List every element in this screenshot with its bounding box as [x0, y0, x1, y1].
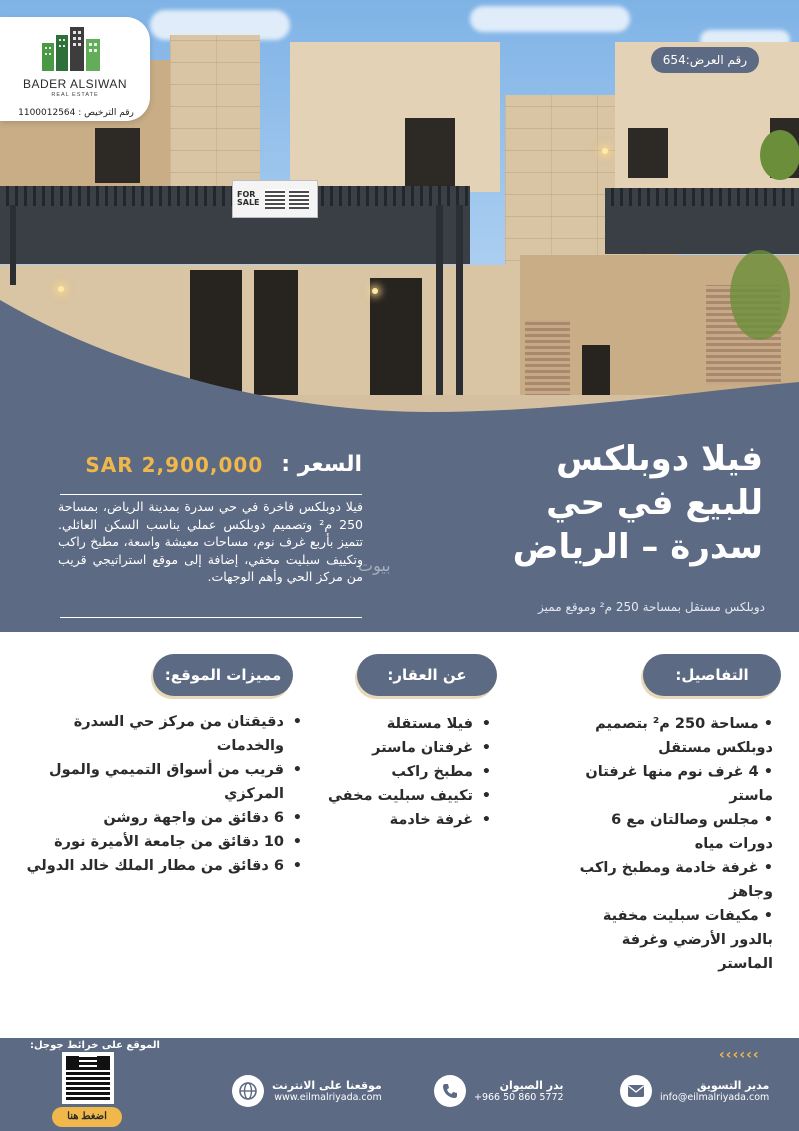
chevron-left-icon: ‹: [746, 1047, 752, 1063]
price-value: SAR 2,900,000: [85, 452, 264, 477]
phone-number[interactable]: +966 50 860 5772: [474, 1092, 564, 1103]
price-row: [36, 452, 362, 477]
website-contact[interactable]: [232, 1074, 382, 1108]
wall-lamp: [372, 288, 378, 294]
chevron-left-icon: ‹: [732, 1047, 739, 1063]
offer-number-badge: رقم العرض:654: [651, 47, 759, 73]
section-pill-details: التفاصيل:: [643, 654, 781, 696]
for-sale-sign: [232, 180, 318, 218]
tree-foliage: [760, 130, 799, 180]
phone-contact[interactable]: [434, 1074, 564, 1108]
qr-code-icon: [66, 1056, 110, 1100]
window: [405, 118, 455, 188]
title-line-1: فيلا دوبلكس: [556, 439, 763, 479]
list-item: • غرفتان ماستر: [301, 736, 491, 760]
globe-icon: [232, 1075, 264, 1107]
email-address[interactable]: info@eilmalriyada.com: [660, 1092, 770, 1103]
section-pill-location: مميزات الموقع:: [153, 654, 293, 696]
property-list: [301, 712, 491, 832]
click-here-button[interactable]: اضغط هنا: [52, 1107, 122, 1127]
chevron-left-icon: ‹: [752, 1047, 759, 1063]
qr-code-icon: [289, 189, 309, 209]
listing-title: [433, 437, 763, 569]
list-item: • 6 دقائق من مطار الملك خالد الدولي: [6, 854, 302, 878]
pergola-post: [10, 205, 16, 285]
chevrons-decoration: [719, 1048, 759, 1062]
chevron-left-icon: ‹: [725, 1047, 732, 1063]
pergola: [605, 188, 799, 206]
list-item: • مساحة 250 م² بتصميم دوبلكس مستقل: [595, 716, 773, 756]
price-label: السعر :: [281, 452, 362, 477]
cloud: [470, 6, 630, 32]
building-wall: [290, 42, 500, 192]
details-list: [573, 712, 773, 976]
qr-code-icon: [265, 189, 285, 209]
manager-title: مدير التسويق: [696, 1079, 770, 1092]
email-contact[interactable]: [620, 1074, 769, 1108]
wall-lamp: [602, 148, 608, 154]
chevron-left-icon: ‹: [719, 1047, 725, 1063]
list-item: • تكييف سبليت مخفي: [301, 784, 491, 808]
list-item: • مكيفات سبليت مخفية بالدور الأرضي وغرفة الماستر: [602, 908, 773, 972]
for-sale-sign-text: FOR SALE: [237, 190, 260, 207]
window: [628, 128, 668, 178]
chevron-left-icon: ‹: [739, 1047, 746, 1063]
list-item: • مطبخ راكب: [301, 760, 491, 784]
list-item: • 4 غرف نوم منها غرفتان ماستر: [585, 764, 773, 804]
listing-description: فيلا دوبلكس فاخرة في حي سدرة بمدينة الرياض، بمساحة 250 م² وتصميم دوبلكس عملي يناسب السكن العائلي. تتميز بأربع غرف نوم، مساحات معيشة واسعة، مطبخ راكب وتكييف سبليت مخفي، إضافة إلى موقع استراتيجي قريب من مركز الحي وأهم الوجهات.: [58, 499, 363, 584]
list-item: • فيلا مستقلة: [301, 712, 491, 736]
list-item: • مجلس وصالتان مع 6 دورات مياه: [611, 812, 773, 852]
logo-tagline: REAL ESTATE: [51, 92, 99, 98]
list-item: • دقيقتان من مركز حي السدرة والخدمات: [6, 710, 302, 758]
website-title: موقعنا على الانترنت: [272, 1079, 382, 1092]
title-line-2: للبيع في حي: [546, 483, 763, 523]
google-maps-qr-code[interactable]: [62, 1052, 114, 1104]
list-item: • قريب من أسواق التميمي والمول المركزي: [6, 758, 302, 806]
divider: [60, 617, 362, 618]
list-item: • 10 دقائق من جامعة الأميرة نورة: [6, 830, 302, 854]
divider: [60, 494, 362, 495]
phone-icon: [434, 1075, 466, 1107]
section-pill-property: عن العقار:: [357, 654, 497, 696]
agent-name: بدر الصيوان: [499, 1079, 564, 1092]
logo-card: [0, 17, 150, 121]
logo-name: BADER ALSIWAN: [22, 77, 128, 91]
maps-label: الموقع على خرائط جوجل:: [30, 1040, 160, 1051]
title-line-3: سدرة – الرياض: [512, 527, 763, 567]
website-url[interactable]: www.eilmalriyada.com: [274, 1092, 382, 1103]
pergola-shadow: [605, 206, 799, 254]
building-wall: [170, 35, 260, 195]
list-item: • غرفة خادمة: [301, 808, 491, 832]
license-number: رقم الترخيص : 1100012564: [18, 108, 134, 118]
list-item: • 6 دقائق من واجهة روشن: [6, 806, 302, 830]
wall-lamp: [58, 286, 64, 292]
watermark: بيوت: [358, 556, 391, 575]
window: [95, 128, 140, 183]
mail-icon: [620, 1075, 652, 1107]
buildings-logo-icon: [40, 27, 104, 73]
location-list: [6, 710, 302, 878]
listing-subtitle: دوبلكس مستقل بمساحة 250 م² وموقع مميز: [538, 600, 765, 614]
list-item: • غرفة خادمة ومطبخ راكب وجاهز: [579, 860, 773, 900]
